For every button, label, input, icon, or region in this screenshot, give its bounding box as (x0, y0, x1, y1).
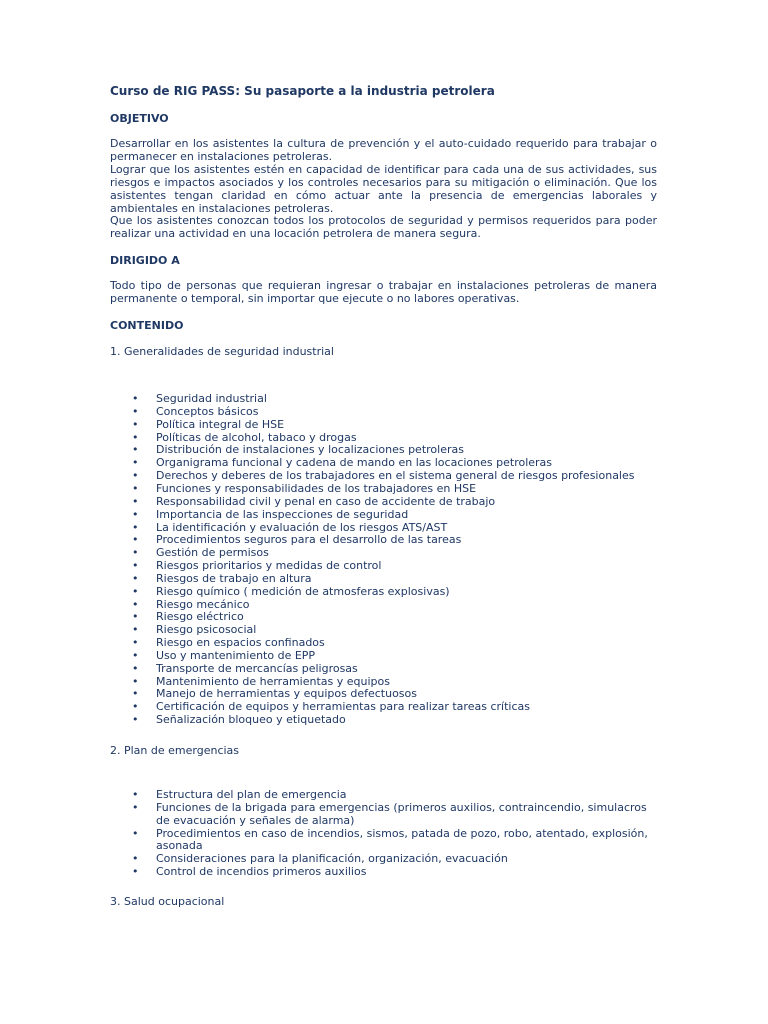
list-item-text: Responsabilidad civil y penal en caso de accidente de trabajo (156, 494, 496, 508)
bullet-icon: • (132, 661, 139, 675)
contenido-heading: CONTENIDO (110, 319, 184, 333)
list-item-text: Organigrama funcional y cadena de mando en las locaciones petroleras (156, 456, 553, 470)
bullet-icon: • (132, 533, 139, 547)
list-item-text: Riesgo en espacios confinados (156, 636, 325, 650)
list-item (110, 828, 657, 854)
list-item (110, 802, 657, 828)
list-item-text: Funciones y responsabilidades de los trabajadores en HSE (156, 481, 477, 495)
list-item-text: Señalización bloqueo y etiquetado (156, 713, 346, 727)
subsection-title: 1. Generalidades de seguridad industrial (110, 345, 334, 359)
bullet-icon: • (132, 852, 139, 866)
list-item-text: La identificación y evaluación de los riesgos ATS/AST (156, 520, 448, 534)
list-item-text: Estructura del plan de emergencia (156, 788, 347, 801)
bullet-icon: • (132, 546, 139, 560)
list-item-text: Riesgos de trabajo en altura (156, 571, 312, 585)
list-item-text: Manejo de herramientas y equipos defectuosos (156, 687, 417, 701)
bullet-icon: • (132, 507, 139, 521)
subsection-title: 3. Salud ocupacional (110, 894, 225, 908)
list-item-text: Riesgos prioritarios y medidas de control (156, 559, 382, 573)
list-item-text: Conceptos básicos (156, 404, 259, 418)
dirigido-paragraph: Todo tipo de personas que requieran ingresar o trabajar en instalaciones petroleras de manera permanente o temporal, sin importar que ejecute o no labores operativas. (110, 279, 657, 306)
objetivo-paragraph-1: Desarrollar en los asistentes la cultura de prevención y el auto-cuidado requerido para trabajar o permanecer en instalaciones petroleras. (110, 137, 657, 163)
bullet-icon: • (132, 713, 139, 727)
bullet-icon: • (132, 788, 139, 801)
bullet-icon: • (132, 623, 139, 637)
list-item-text: Procedimientos en caso de incendios, sismos, patada de pozo, robo, atentado, explosión, asonada (156, 826, 648, 853)
list-item-text: Derechos y deberes de los trabajadores en el sistema general de riesgos profesionales (156, 469, 635, 483)
bullet-icon: • (132, 826, 139, 840)
bullet-icon: • (132, 520, 139, 534)
list-item-text: Riesgo químico ( medición de atmosferas explosivas) (156, 584, 450, 598)
bullet-icon: • (132, 865, 139, 879)
bullet-icon: • (132, 417, 139, 431)
list-item-text: Gestión de permisos (156, 546, 269, 560)
bullet-icon: • (132, 494, 139, 508)
bullet-icon: • (132, 584, 139, 598)
list-item-text: Mantenimiento de herramientas y equipos (156, 674, 390, 688)
list-item-text: Control de incendios primeros auxilios (156, 865, 367, 879)
subsection-title: 2. Plan de emergencias (110, 744, 240, 757)
list-item-text: Seguridad industrial (156, 392, 267, 406)
list-item-text: Procedimientos seguros para el desarrollo de las tareas (156, 533, 462, 547)
objetivo-heading: OBJETIVO (110, 112, 169, 125)
bullet-icon: • (132, 648, 139, 662)
bullet-icon: • (132, 571, 139, 585)
list-item-text: Riesgo psicosocial (156, 623, 257, 637)
bullet-icon: • (132, 559, 139, 573)
objetivo-paragraph-2: Lograr que los asistentes estén en capacidad de identificar para cada una de sus actividades, sus riesgos e impactos asociados y los controles necesarios para su mitigación o eliminación. Que los asistentes tengan claridad en cómo actuar ante la presencia de emergencias laborales y ambientales en instalaciones petroleras. (110, 162, 657, 215)
list-item-text: Transporte de mercancías peligrosas (156, 661, 358, 675)
dirigido-body (110, 280, 657, 306)
list-item-text: Certificación de equipos y herramientas para realizar tareas críticas (156, 700, 530, 714)
document-page (110, 84, 657, 908)
bullet-icon: • (132, 430, 139, 444)
list-item-text: Funciones de la brigada para emergencias (primeros auxilios, contraincendio, simulacros de evacuación y señales de alarma) (156, 800, 647, 827)
bullet-icon: • (132, 674, 139, 688)
bullet-icon: • (132, 597, 139, 611)
bullet-list (110, 393, 657, 727)
list-item-text: Riesgo mecánico (156, 597, 250, 611)
bullet-icon: • (132, 800, 139, 814)
bullet-icon: • (132, 443, 139, 457)
list-item (110, 714, 657, 727)
list-item (110, 866, 657, 879)
bullet-icon: • (132, 636, 139, 650)
list-item-text: Política integral de HSE (156, 417, 285, 431)
bullet-icon: • (132, 687, 139, 701)
bullet-icon: • (132, 481, 139, 495)
bullet-icon: • (132, 456, 139, 470)
bullet-icon: • (132, 610, 139, 624)
list-item-text: Importancia de las inspecciones de seguridad (156, 507, 409, 521)
list-item-text: Consideraciones para la planificación, organización, evacuación (156, 852, 508, 866)
list-item-text: Uso y mantenimiento de EPP (156, 648, 316, 662)
list-item-text: Distribución de instalaciones y localizaciones petroleras (156, 443, 464, 457)
dirigido-heading: DIRIGIDO A (110, 254, 180, 268)
contenido-sections (110, 345, 657, 908)
bullet-icon: • (132, 392, 139, 406)
list-item-text: Políticas de alcohol, tabaco y drogas (156, 430, 357, 444)
objetivo-body (110, 138, 657, 241)
objetivo-paragraph-3: Que los asistentes conozcan todos los protocolos de seguridad y permisos requeridos para poder realizar una actividad en una locación petrolera de manera segura. (110, 214, 657, 241)
document-title: Curso de RIG PASS: Su pasaporte a la industria petrolera (110, 84, 495, 98)
bullet-list (110, 789, 657, 879)
bullet-icon: • (132, 404, 139, 418)
bullet-icon: • (132, 469, 139, 483)
list-item-text: Riesgo eléctrico (156, 610, 244, 624)
bullet-icon: • (132, 700, 139, 714)
